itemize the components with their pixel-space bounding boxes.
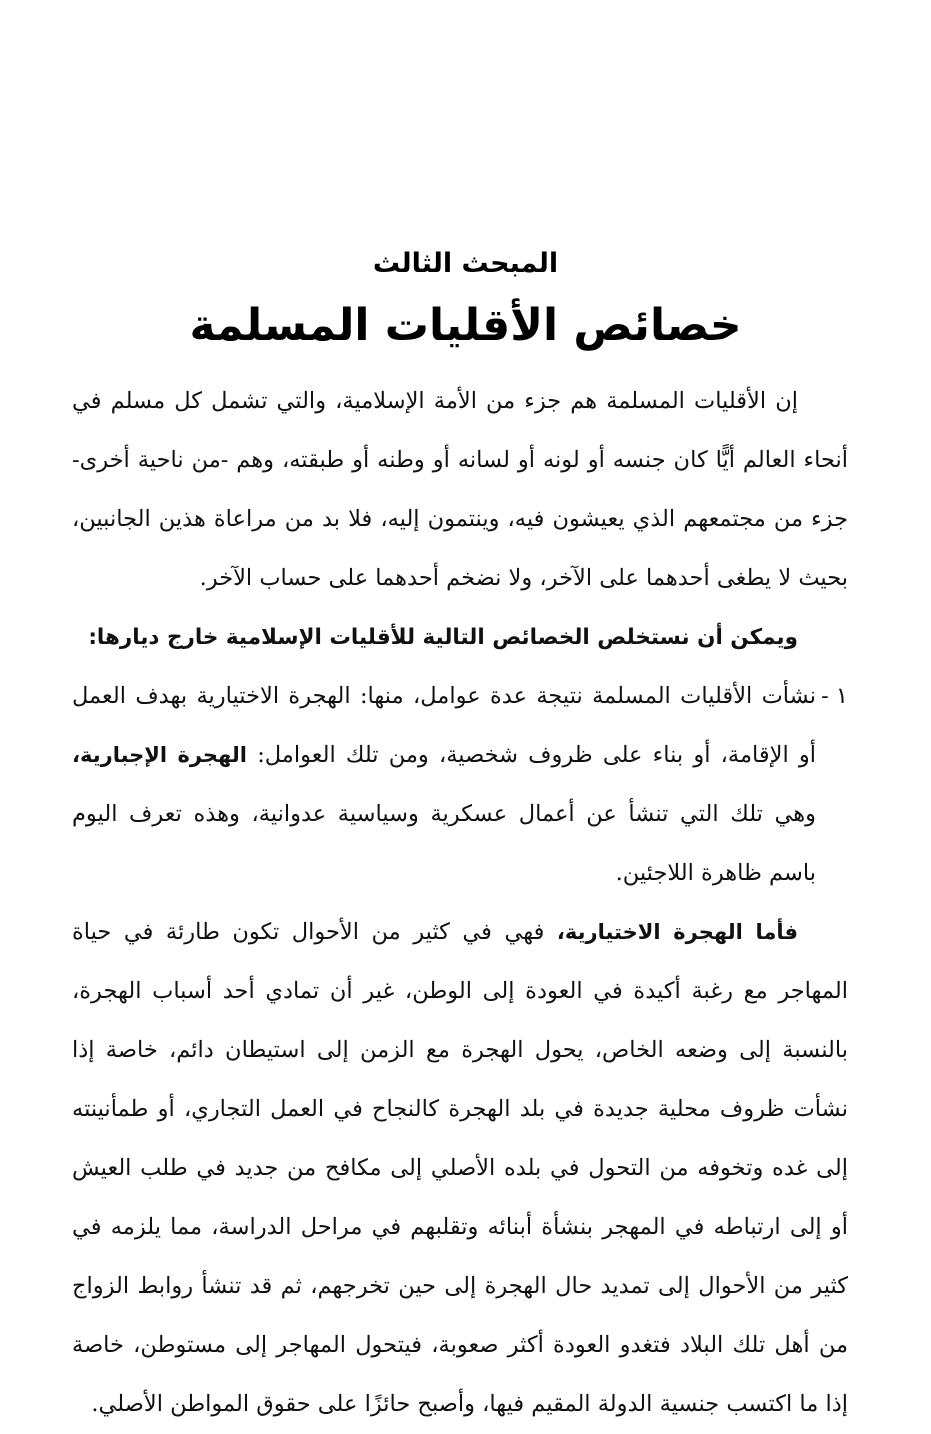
list-item-bold-term: الهجرة الإجبارية،: [72, 743, 247, 767]
paragraph-intro: إن الأقليات المسلمة هم جزء من الأمة الإسلامية، والتي تشمل كل مسلم في أنحاء العالم أيًّا كان جنسه أو لونه أو لسانه أو وطنه أو طبقته، وهم -من ناحية أخرى- جزء من مجتمعهم الذي يعيشون فيه، وينتمون إليه، فلا بد من مراعاة هذين الجانبين، بحيث لا يطغى أحدهما على الآخر، ولا نضخم أحدهما على حساب الآخر.: [72, 388, 848, 591]
body-text: [72, 372, 848, 1434]
paragraph-bold-lead: فأما الهجرة الاختيارية،: [556, 920, 798, 944]
chapter-label: المبحث الثالث: [372, 248, 559, 279]
list-item-text-before: نشأت الأقليات المسلمة نتيجة عدة عوامل، منها: الهجرة الاختيارية بهدف العمل أو الإقامة، أو بناء على ظروف شخصية، ومن تلك العوامل:: [72, 683, 816, 768]
paragraph-voluntary-migration: [72, 903, 848, 1434]
list-item-number: ١ -: [821, 683, 848, 709]
list-item-1: [72, 667, 848, 903]
chapter-title: خصائص الأقليات المسلمة: [189, 300, 742, 351]
characteristics-intro-line: ويمكن أن نستخلص الخصائص التالية للأقليات الإسلامية خارج ديارها:: [88, 625, 798, 650]
list-item-text-after: وهي تلك التي تنشأ عن أعمال عسكرية وسياسية عدوانية، وهذه تعرف اليوم باسم ظاهرة اللاجئين.: [72, 801, 816, 886]
paragraph-body: فهي في كثير من الأحوال تكون طارئة في حياة المهاجر مع رغبة أكيدة في العودة إلى الوطن، غير أن تمادي أحد أسباب الهجرة، بالنسبة إلى وضعه الخاص، يحول الهجرة مع الزمن إلى استيطان دائم، خاصة إذا نشأت ظروف محلية جديدة في بلد الهجرة كالنجاح في العمل التجاري، أو طمأنينته إلى غده وتخوفه من التحول في بلده الأصلي إلى مكافح من جديد في طلب العيش أو إلى ارتباطه في المهجر بنشأة أبنائه وتقلبهم في مراحل الدراسة، مما يلزمه في كثير من الأحوال إلى تمديد حال الهجرة إلى حين تخرجهم، ثم قد تنشأ روابط الزواج من أهل تلك البلاد فتغدو العودة أكثر صعوبة، فيتحول المهاجر إلى مستوطن، خاصة إذا ما اكتسب جنسية الدولة المقيم فيها، وأصبح حائزًا على حقوق المواطن الأصلي.: [72, 919, 848, 1417]
